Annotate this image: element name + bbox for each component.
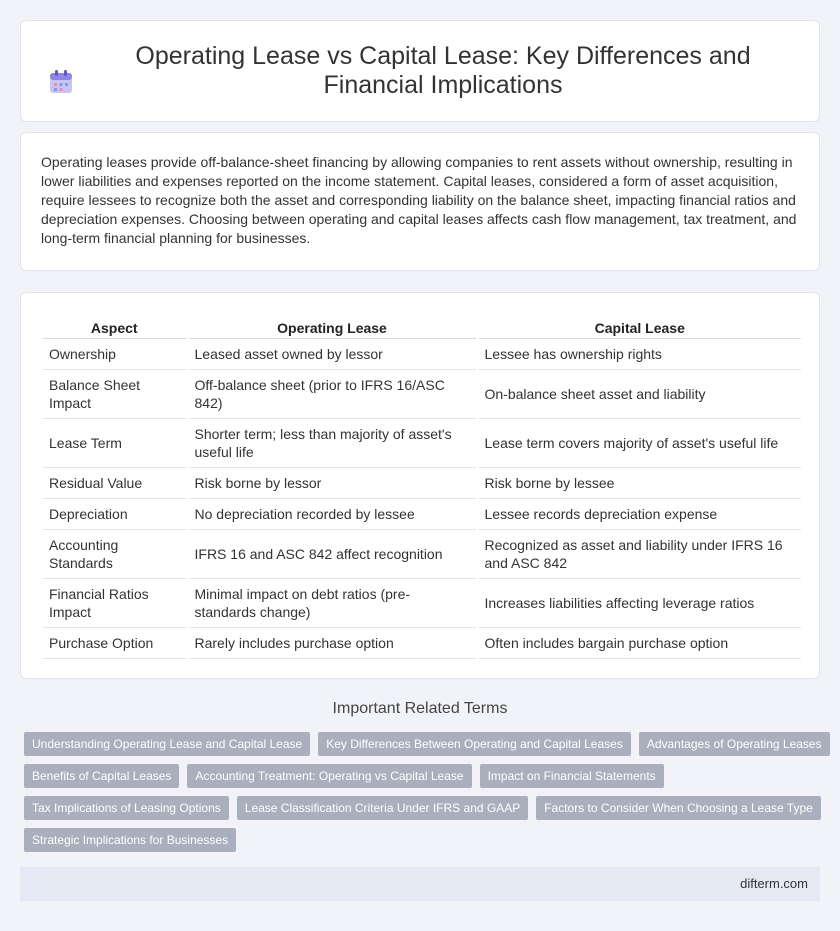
table-row [43, 467, 801, 498]
capital-cell: Often includes bargain purchase option [477, 627, 801, 658]
table-header-row [43, 311, 801, 338]
table-row [43, 627, 801, 658]
related-term-link[interactable]: Impact on Financial Statements [480, 764, 664, 788]
page-title: Operating Lease vs Capital Lease: Key Differences and Financial Implications [135, 42, 751, 99]
table-row [43, 418, 801, 467]
table-row [43, 529, 801, 578]
aspect-cell: Lease Term [43, 418, 187, 467]
aspect-cell: Depreciation [43, 498, 187, 529]
capital-cell: Lessee records depreciation expense [477, 498, 801, 529]
related-term-link[interactable]: Advantages of Operating Leases [639, 732, 830, 756]
comparison-card [20, 292, 820, 679]
aspect-cell: Residual Value [43, 467, 187, 498]
table-row [43, 369, 801, 418]
related-term-link[interactable]: Understanding Operating Lease and Capital Lease [24, 732, 310, 756]
related-terms-list [24, 732, 824, 860]
aspect-cell: Balance Sheet Impact [43, 369, 187, 418]
related-term-link[interactable]: Key Differences Between Operating and Capital Leases [318, 732, 631, 756]
related-term-link[interactable]: Benefits of Capital Leases [24, 764, 179, 788]
table-row [43, 338, 801, 369]
operating-cell: No depreciation recorded by lessee [187, 498, 477, 529]
capital-cell: Lessee has ownership rights [477, 338, 801, 369]
operating-cell: Leased asset owned by lessor [187, 338, 477, 369]
capital-cell: Recognized as asset and liability under IFRS 16 and ASC 842 [477, 529, 801, 578]
footer [20, 867, 820, 901]
aspect-cell: Ownership [43, 338, 187, 369]
related-term-link[interactable]: Factors to Consider When Choosing a Lease Type [536, 796, 821, 820]
operating-cell: Minimal impact on debt ratios (pre-standards change) [187, 578, 477, 627]
related-term-link[interactable]: Lease Classification Criteria Under IFRS and GAAP [237, 796, 528, 820]
capital-cell: On-balance sheet asset and liability [477, 369, 801, 418]
operating-cell: Risk borne by lessor [187, 467, 477, 498]
operating-cell: Shorter term; less than majority of asset's useful life [187, 418, 477, 467]
operating-cell: Rarely includes purchase option [187, 627, 477, 658]
header-card [20, 20, 820, 122]
table-row [43, 498, 801, 529]
operating-cell: IFRS 16 and ASC 842 affect recognition [187, 529, 477, 578]
capital-cell: Risk borne by lessee [477, 467, 801, 498]
header-aspect: Aspect [43, 311, 187, 338]
table-row [43, 578, 801, 627]
header-capital-lease: Capital Lease [477, 311, 801, 338]
aspect-cell: Financial Ratios Impact [43, 578, 187, 627]
related-term-link[interactable]: Accounting Treatment: Operating vs Capital Lease [187, 764, 471, 788]
related-terms-title: Important Related Terms [332, 700, 508, 717]
header-operating-lease: Operating Lease [187, 311, 477, 338]
intro-text: Operating leases provide off-balance-sheet financing by allowing companies to rent assets without ownership, resulting in lower liabilities and expenses reported on the income statement. Capital leases, considered a form of asset acquisition, require lessees to recognize both the asset and corresponding liability on the balance sheet, impacting financial ratios and depreciation expenses. Choosing between operating and capital leases affects cash flow management, tax treatment, and long-term financial planning for businesses. [41, 154, 797, 246]
intro-card [20, 132, 820, 271]
related-term-link[interactable]: Tax Implications of Leasing Options [24, 796, 229, 820]
calendar-icon [47, 68, 75, 96]
comparison-table [43, 311, 801, 659]
capital-cell: Increases liabilities affecting leverage ratios [477, 578, 801, 627]
related-term-link[interactable]: Strategic Implications for Businesses [24, 828, 236, 852]
operating-cell: Off-balance sheet (prior to IFRS 16/ASC 842) [187, 369, 477, 418]
capital-cell: Lease term covers majority of asset's useful life [477, 418, 801, 467]
aspect-cell: Purchase Option [43, 627, 187, 658]
site-name: difterm.com [740, 876, 808, 891]
aspect-cell: Accounting Standards [43, 529, 187, 578]
